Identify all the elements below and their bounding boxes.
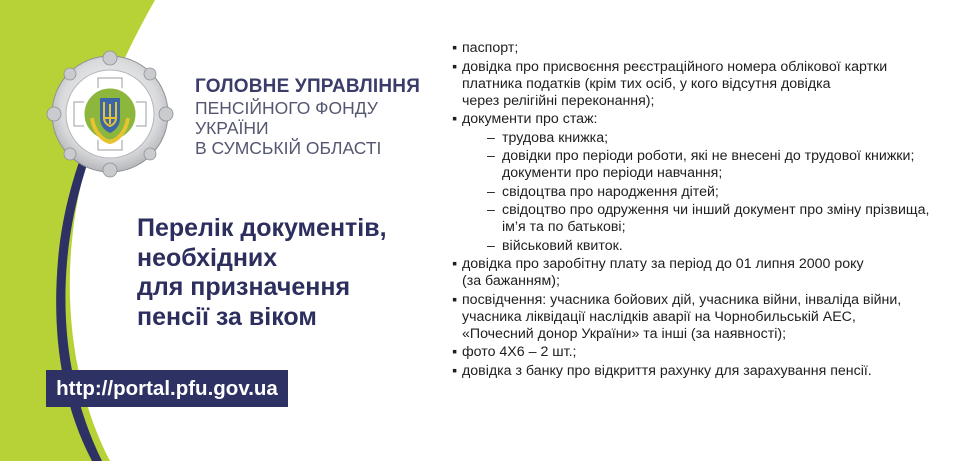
sub-item-line: свідоцтво про одруження чи інший документ про зміну прізвища, — [502, 202, 930, 218]
list-item-line: документи про стаж: — [462, 111, 598, 127]
list-item-bank-certificate — [452, 363, 952, 380]
sub-item-line: довідки про періоди роботи, які не внесені до трудової книжки; — [502, 148, 915, 164]
title-line-3: для призначення — [137, 273, 351, 301]
list-item-photo — [452, 344, 952, 361]
bullet-icon: ▪ — [452, 256, 458, 272]
organization-name — [195, 76, 445, 158]
sub-item-marriage-certificate — [452, 202, 952, 236]
dash-icon: – — [487, 202, 495, 218]
list-item-line: учасника ліквідації наслідків аварії на Чорнобильській АЕС, — [462, 308, 856, 325]
list-item-line: посвідчення: учасника бойових дій, учасника війни, інваліда війни, — [462, 291, 902, 308]
bullet-icon: ▪ — [452, 344, 458, 360]
sub-item-line: документи про періоди навчання; — [502, 165, 723, 181]
sub-item-line: свідоцтва про народження дітей; — [502, 183, 719, 200]
website-url-link[interactable]: http://portal.pfu.gov.ua — [46, 370, 288, 407]
title-line-1: Перелік документів, — [137, 214, 387, 242]
sub-item-line: військовий квиток. — [502, 237, 623, 254]
sub-item-line: ім’я та по батькові; — [502, 219, 626, 235]
bullet-icon: ▪ — [452, 58, 458, 75]
list-item-line: довідка про заробітну плату за період до 01 липня 2000 року — [462, 256, 864, 272]
list-item-line: фото 4Х6 – 2 шт.; — [462, 344, 577, 360]
dash-icon: – — [487, 183, 495, 200]
list-item-line: платника податків (крім тих осіб, у кого відсутня довідка — [462, 75, 831, 92]
list-item-line: паспорт; — [462, 40, 519, 56]
list-item-experience-documents — [452, 111, 952, 128]
org-name-line-1: ГОЛОВНЕ УПРАВЛІННЯ — [195, 76, 421, 97]
sub-item-line: трудова книжка; — [502, 129, 609, 146]
list-item-line: «Почесний донор України» та інші (за наявності); — [462, 325, 787, 342]
documents-list — [452, 40, 952, 381]
title-line-2: необхідних — [137, 243, 278, 272]
org-name-line-2: ПЕНСІЙНОГО ФОНДУ УКРАЇНИ — [195, 98, 378, 138]
list-item-line: довідка про присвоєння реєстраційного номера облікової картки — [462, 58, 888, 75]
bullet-icon: ▪ — [452, 40, 458, 56]
list-item-line: довідка з банку про відкриття рахунку для зарахування пенсії. — [462, 362, 872, 379]
sub-item-military-id — [452, 238, 952, 255]
pension-fund-emblem-icon — [44, 48, 176, 180]
dash-icon: – — [487, 129, 495, 146]
sub-item-work-book — [452, 130, 952, 147]
bullet-icon: ▪ — [452, 111, 458, 127]
bullet-icon: ▪ — [452, 291, 458, 308]
list-item-passport — [452, 40, 952, 57]
list-item-tax-number — [452, 59, 952, 110]
list-item-line: (за бажанням); — [462, 273, 560, 289]
page-title — [137, 214, 437, 332]
list-item-line: через релігійні переконання); — [462, 92, 655, 109]
sub-item-work-periods — [452, 148, 952, 182]
list-item-status-certificate — [452, 292, 952, 343]
org-name-line-3: В СУМСЬКІЙ ОБЛАСТІ — [195, 138, 382, 158]
list-item-salary-certificate — [452, 256, 952, 290]
bullet-icon: ▪ — [452, 362, 458, 379]
dash-icon: – — [487, 237, 495, 254]
dash-icon: – — [487, 148, 495, 164]
sub-item-birth-certificates — [452, 184, 952, 201]
title-line-4: пенсії за віком — [137, 302, 317, 331]
